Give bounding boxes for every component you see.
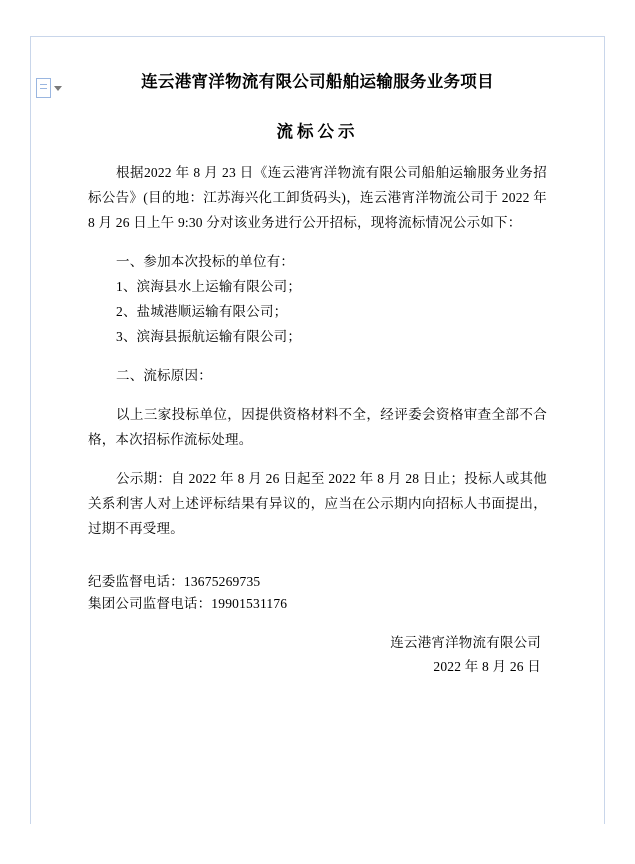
page-border-right: [604, 36, 605, 824]
contact-block: [88, 571, 547, 615]
paragraph-section-two: 二、流标原因：: [116, 368, 212, 383]
document-sheet-icon: [36, 78, 51, 98]
paragraph-notice: 公示期：自 2022 年 8 月 26 日起至 2022 年 8 月 28 日止；投标人或其他关系利害人对上述评标结果有异议的，应当在公示期内向招标人书面提出，过期不再受理。: [88, 471, 547, 536]
contact-group-phone: 集团公司监督电话：19901531176: [88, 596, 288, 611]
paragraph-section-one: 一、参加本次投标的单位有：: [116, 254, 295, 269]
document-icon[interactable]: [36, 78, 62, 98]
signature-company: 连云港宵洋物流有限公司: [390, 635, 541, 650]
paragraph-reason: 以上三家投标单位，因提供资格材料不全，经评委会资格审查全部不合格，本次招标作流标处理。: [88, 407, 547, 447]
list-item: 3、滨海县振航运输有限公司；: [116, 329, 302, 344]
chevron-down-icon[interactable]: [54, 86, 62, 91]
signature-block: [88, 631, 547, 679]
list-item: 1、滨海县水上运输有限公司；: [116, 279, 302, 294]
page-subtitle: 流标公示: [276, 122, 359, 141]
page-title: 连云港宵洋物流有限公司船舶运输服务业务项目: [141, 72, 494, 91]
paragraph-intro: 根据2022 年 8 月 23 日《连云港宵洋物流有限公司船舶运输服务业务招标公告》(目的地：江苏海兴化工卸货码头)，连云港宵洋物流公司于 2022 年 8 月 26 日上午 9:30 分对该业务进行公开招标，现将流标情况公示如下：: [88, 165, 547, 230]
document-body: [88, 68, 547, 679]
contact-discipline-phone: 纪委监督电话：13675269735: [88, 574, 261, 589]
page-border-left: [30, 36, 31, 824]
signature-date: 2022 年 8 月 26 日: [433, 659, 541, 674]
page-border-top: [30, 36, 605, 37]
list-item: 2、盐城港顺运输有限公司；: [116, 304, 288, 319]
